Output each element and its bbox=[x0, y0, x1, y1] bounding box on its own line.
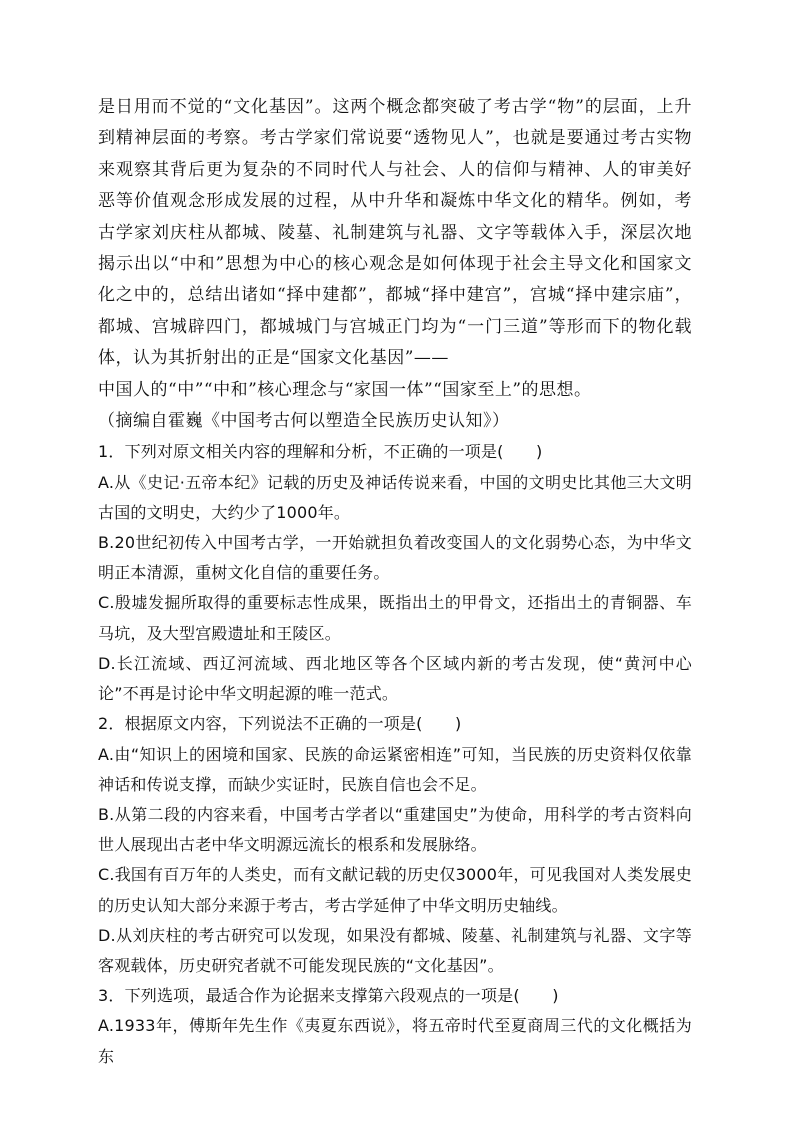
option-b: B.从第二段的内容来看，中国考古学者以“重建国史”为使命，用科学的考古资料向世人展现出古老中华文明源远流长的根系和发展脉络。 bbox=[98, 804, 692, 855]
question-stem: 1．下列对原文相关内容的理解和分析，不正确的一项是( ) bbox=[98, 442, 543, 462]
option-a: A.从《史记·五帝本纪》记载的历史及神话传说来看，中国的文明史比其他三大文明古国的文明史，大约少了1000年。 bbox=[98, 472, 692, 522]
option-c: C.我国有百万年的人类史，而有文献记载的历史仅3000年，可见我国对人类发展史的历史认知大部分来源于考古，考古学延伸了中华文明历史轴线。 bbox=[98, 865, 692, 915]
document-page bbox=[98, 92, 692, 1072]
option-a: A.1933年，傅斯年先生作《夷夏东西说》，将五帝时代至夏商周三代的文化概括为东 bbox=[98, 1016, 692, 1066]
passage-paragraph: 是日用而不觉的“文化基因”。这两个概念都突破了考古学“物”的层面，上升到精神层面的考察。考古学家们常说要“透物见人”，也就是要通过考古实物来观察其背后更为复杂的不同时代人与社会、人的信仰与精神、人的审美好恶等价值观念形成发展的过程，从中升华和凝炼中华文化的精华。例如，考古学家刘庆柱从都城、陵墓、礼制建筑与礼器、文字等载体入手，深层次地揭示出以“中和”思想为中心的核心观念是如何体现于社会主导文化和国家文化之中的，总结出诸如“择中建都”，都城“择中建宫”，宫城“择中建宗庙”，都城、宫城辟四门，都城城门与宫城正门均为“一门三道”等形而下的物化载体，认为其折射出的正是“国家文化基因”—— bbox=[98, 97, 692, 369]
question-list bbox=[98, 437, 692, 1071]
reading-passage bbox=[98, 92, 692, 437]
question-stem: 3．下列选项，最适合作为论据来支撑第六段观点的一项是( ) bbox=[98, 986, 559, 1006]
question-3 bbox=[98, 981, 692, 1072]
question-stem: 2．根据原文内容，下列说法不正确的一项是( ) bbox=[98, 714, 462, 734]
option-c: C.殷墟发掘所取得的重要标志性成果，既指出土的甲骨文，还指出土的青铜器、车马坑，及大型宫殿遗址和王陵区。 bbox=[98, 593, 692, 643]
passage-paragraph: 中国人的“中”“中和”核心理念与“家国一体”“国家至上”的思想。 bbox=[98, 379, 592, 400]
question-2 bbox=[98, 709, 692, 981]
option-d: D.长江流域、西辽河流域、西北地区等各个区域内新的考古发现，使“黄河中心论”不再是讨论中华文明起源的唯一范式。 bbox=[98, 653, 692, 704]
option-d: D.从刘庆柱的考古研究可以发现，如果没有都城、陵墓、礼制建筑与礼器、文字等客观载体，历史研究者就不可能发现民族的“文化基因”。 bbox=[98, 925, 692, 975]
option-b: B.20世纪初传入中国考古学，一开始就担负着改变国人的文化弱势心态，为中华文明正本清源，重树文化自信的重要任务。 bbox=[98, 533, 692, 583]
passage-source: （摘编自霍巍《中国考古何以塑造全民族历史认知》） bbox=[98, 411, 510, 432]
option-a: A.由“知识上的困境和国家、民族的命运紧密相连”可知，当民族的历史资料仅依靠神话和传说支撑，而缺少实证时，民族自信也会不足。 bbox=[98, 744, 692, 794]
question-1 bbox=[98, 437, 692, 709]
